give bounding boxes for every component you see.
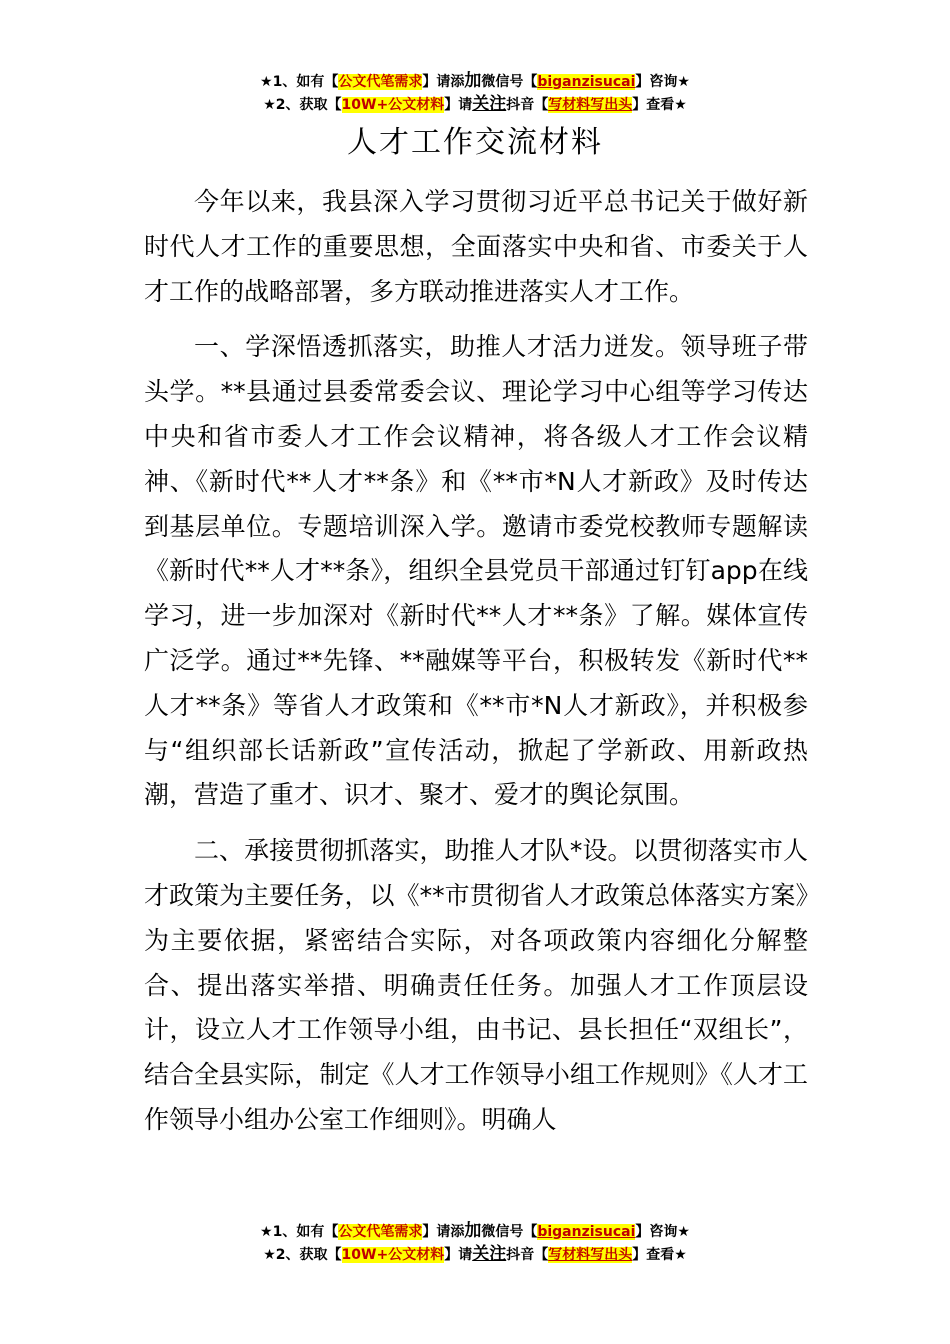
star-icon: ★	[263, 1247, 276, 1263]
star-icon: ★	[677, 74, 690, 90]
douyin-account-link[interactable]: 写材料写出头	[548, 1247, 633, 1263]
promo-banner-bottom	[0, 1220, 950, 1266]
promo-text: 】请	[444, 97, 473, 113]
promo-line-2	[0, 1243, 950, 1266]
promo-text: 2、获取【	[275, 97, 342, 113]
star-icon: ★	[677, 1224, 690, 1240]
star-icon: ★	[260, 1224, 273, 1240]
star-icon: ★	[674, 97, 687, 113]
promo-highlight: 10W+公文材料	[341, 1247, 445, 1263]
star-icon: ★	[263, 97, 276, 113]
promo-emphasis: 关注	[472, 94, 507, 114]
promo-emphasis: 加	[464, 1221, 482, 1241]
paragraph-section-2: 二、承接贯彻抓落实，助推人才队*设。以贯彻落实市人才政策为主要任务，以《**市贯彻省人才政策总体落实方案》为主要依据，紧密结合实际，对各项政策内容细化分解整合、提出落实举措、明确责任任务。加强人才工作顶层设计，设立人才工作领导小组，由书记、县长担任“双组长”，结合全县实际，制定《人才工作领导小组工作规则》《人才工作领导小组办公室工作细则》。明确人	[144, 836, 808, 1134]
promo-line-1	[0, 1220, 950, 1243]
star-icon: ★	[260, 74, 273, 90]
promo-text: 1、如有【	[272, 74, 339, 90]
promo-text: 抖音【	[506, 1247, 549, 1263]
star-icon: ★	[674, 1247, 687, 1263]
promo-emphasis: 关注	[472, 1244, 507, 1264]
wechat-id-link[interactable]: biganzisucai	[537, 74, 636, 90]
promo-text: 】请	[444, 1247, 473, 1263]
promo-text: 1、如有【	[272, 1224, 339, 1240]
promo-text: 】咨询	[635, 74, 678, 90]
promo-text: 微信号【	[481, 1224, 538, 1240]
promo-line-1	[0, 70, 950, 93]
promo-highlight: 10W+公文材料	[341, 97, 445, 113]
promo-banner-top	[0, 70, 950, 116]
promo-text: 】咨询	[635, 1224, 678, 1240]
document-body	[144, 180, 808, 1154]
promo-text: 2、获取【	[275, 1247, 342, 1263]
promo-text: 】请添	[422, 1224, 465, 1240]
promo-text: 微信号【	[481, 74, 538, 90]
paragraph-intro: 今年以来，我县深入学习贯彻习近平总书记关于做好新时代人才工作的重要思想，全面落实中央和省、市委关于人才工作的战略部署，多方联动推进落实人才工作。	[144, 187, 808, 306]
paragraph-section-1: 一、学深悟透抓落实，助推人才活力迸发。领导班子带头学。**县通过县委常委会议、理论学习中心组等学习传达中央和省市委人才工作会议精神，将各级人才工作会议精神、《新时代**人才**条》和《**市*N人才新政》及时传达到基层单位。专题培训深入学。邀请市委党校教师专题解读《新时代**人才**条》，组织全县党员干部通过钉钉app在线学习，进一步加深对《新时代**人才**条》了解。媒体宣传广泛学。通过**先锋、**融媒等平台，积极转发《新时代**人才**条》等省人才政策和《**市*N人才新政》，并积极参与“组织部长话新政”宣传活动，掀起了学新政、用新政热潮，营造了重才、识才、聚才、爱才的舆论氛围。	[144, 332, 808, 810]
promo-text: 】查看	[632, 97, 675, 113]
promo-text: 】查看	[632, 1247, 675, 1263]
promo-emphasis: 加	[464, 71, 482, 91]
document-title: 人才工作交流材料	[347, 125, 603, 160]
douyin-account-link[interactable]: 写材料写出头	[548, 97, 633, 113]
promo-text: 抖音【	[506, 97, 549, 113]
promo-highlight: 公文代笔需求	[338, 1224, 423, 1240]
promo-line-2	[0, 93, 950, 116]
promo-text: 】请添	[422, 74, 465, 90]
wechat-id-link[interactable]: biganzisucai	[537, 1224, 636, 1240]
promo-highlight: 公文代笔需求	[338, 74, 423, 90]
